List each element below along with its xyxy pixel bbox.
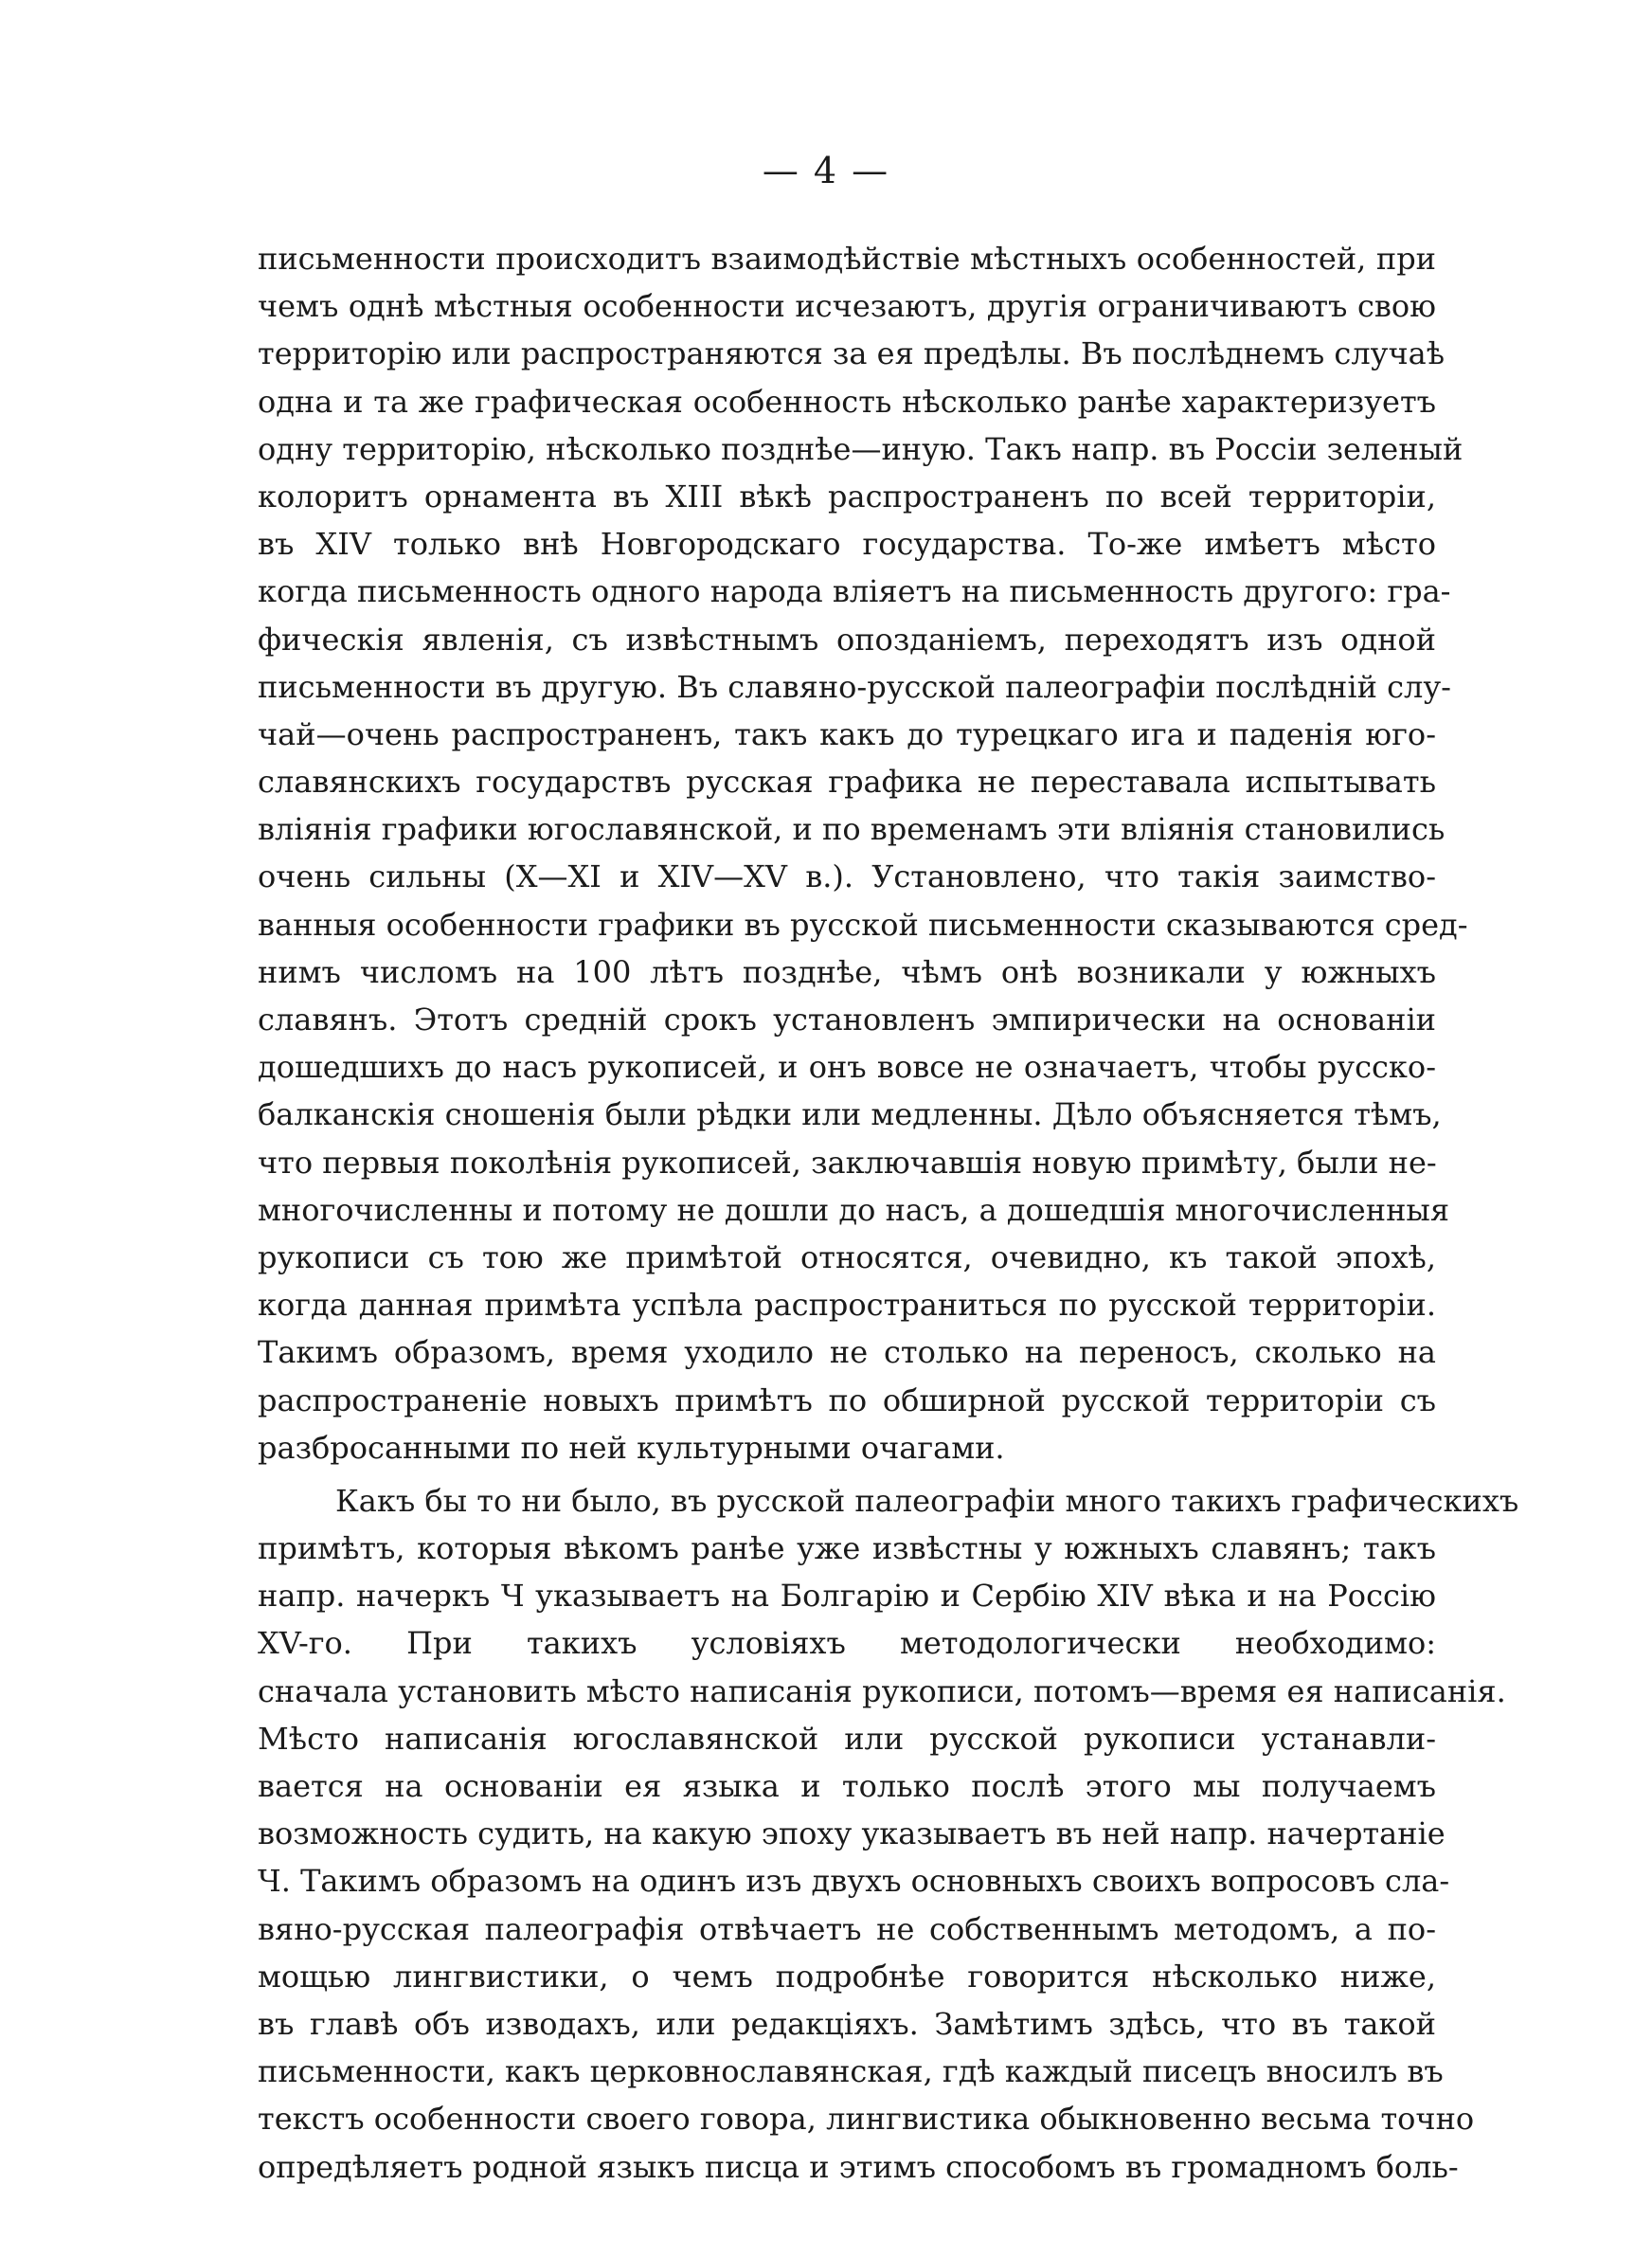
text-line: очень сильны (X—XI и XIV—XV в.). Установлено, что такія заимство- — [258, 858, 1436, 895]
text-line: балканскія сношенія были рѣдки или медленны. Дѣло объясняется тѣмъ, — [258, 1096, 1442, 1133]
text-line: письменности, какъ церковнославянская, гдѣ каждый писецъ вносилъ въ — [258, 2053, 1444, 2090]
text-line: сначала установить мѣсто написанія рукописи, потомъ—время ея написанія. — [258, 1672, 1506, 1709]
text-line: одну территорію, нѣсколько позднѣе—иную. Такъ напр. въ Россіи зеленый — [258, 430, 1463, 467]
text-line: распространеніе новыхъ примѣтъ по обширной русской территоріи съ — [258, 1381, 1436, 1418]
text-line: колоритъ орнамента въ XIII вѣкѣ распространенъ по всей территоріи, — [258, 478, 1436, 515]
text-line: разбросанными по ней культурными очагами. — [258, 1429, 1005, 1466]
text-line: Какъ бы то ни было, въ русской палеографіи много такихъ графическихъ — [335, 1482, 1519, 1519]
text-line: Мѣсто написанія югославянской или русской рукописи устанавли- — [258, 1720, 1436, 1757]
text-line: Ч. Такимъ образомъ на одинъ изъ двухъ основныхъ своихъ вопросовъ сла- — [258, 1863, 1450, 1900]
text-line: территорію или распространяются за ея предѣлы. Въ послѣднемъ случаѣ — [258, 335, 1445, 372]
text-line: вается на основаніи ея языка и только послѣ этого мы получаемъ — [258, 1768, 1436, 1804]
text-line: въ XIV только внѣ Новгородскаго государства. То-же имѣетъ мѣсто — [258, 526, 1436, 563]
text-line: чай—очень распространенъ, такъ какъ до турецкаго ига и паденія юго- — [258, 715, 1436, 752]
text-line: одна и та же графическая особенность нѣсколько ранѣе характеризуетъ — [258, 383, 1436, 420]
text-line: нимъ числомъ на 100 лѣтъ позднѣе, чѣмъ онѣ возникали у южныхъ — [258, 953, 1436, 990]
body-text — [258, 235, 1519, 2191]
text-line: напр. начеркъ Ч указываетъ на Болгарію и Сербію XIV вѣка и на Россію — [258, 1578, 1436, 1615]
paragraph-1 — [258, 235, 1468, 1472]
text-line: письменности происходитъ взаимодѣйствіе мѣстныхъ особенностей, при — [258, 241, 1436, 277]
text-line: въ главѣ объ изводахъ, или редакціяхъ. Замѣтимъ здѣсь, что въ такой — [258, 2005, 1436, 2042]
text-line: славянъ. Этотъ средній срокъ установленъ эмпирически на основаніи — [258, 1002, 1436, 1038]
text-line: мощью лингвистики, о чемъ подробнѣе говорится нѣсколько ниже, — [258, 1958, 1436, 1995]
text-line: чемъ однѣ мѣстныя особенности исчезаютъ, другія ограничиваютъ свою — [258, 288, 1436, 325]
text-line: многочисленны и потому не дошли до насъ, а дошедшія многочисленныя — [258, 1191, 1450, 1228]
text-line: возможность судить, на какую эпоху указываетъ въ ней напр. начертаніе — [258, 1815, 1446, 1852]
text-line: текстъ особенности своего говора, лингвистика обыкновенно весьма точно — [258, 2101, 1475, 2138]
text-line: что первыя поколѣнія рукописей, заключавшія новую примѣту, были не- — [258, 1144, 1437, 1181]
text-line: дошедшихъ до насъ рукописей, и онъ вовсе не означаетъ, чтобы русско- — [258, 1049, 1436, 1086]
paragraph-2 — [258, 1477, 1519, 2191]
text-line: славянскихъ государствъ русская графика не переставала испытывать — [258, 764, 1436, 801]
text-line: рукописи съ тою же примѣтой относятся, очевидно, къ такой эпохѣ, — [258, 1238, 1436, 1275]
text-line: опредѣляетъ родной языкъ писца и этимъ способомъ въ громадномъ боль- — [258, 2148, 1459, 2185]
text-line: вяно-русская палеографія отвѣчаетъ не собственнымъ методомъ, а по- — [258, 1910, 1436, 1947]
text-line: XV-го. При такихъ условіяхъ методологически необходимо: — [258, 1625, 1436, 1662]
text-line: когда письменность одного народа вліяетъ на письменность другого: гра- — [258, 573, 1451, 610]
page-number: — 4 — — [762, 150, 890, 191]
text-line: Такимъ образомъ, время уходило не столько на переносъ, сколько на — [258, 1334, 1436, 1371]
text-line: когда данная примѣта успѣла распространиться по русской территоріи. — [258, 1287, 1436, 1324]
text-line: фическія явленія, съ извѣстнымъ опозданіемъ, переходятъ изъ одной — [258, 621, 1436, 658]
text-line: письменности въ другую. Въ славяно-русской палеографіи послѣдній слу- — [258, 668, 1451, 705]
text-line: ванныя особенности графики въ русской письменности сказываются сред- — [258, 906, 1468, 943]
text-line: вліянія графики югославянской, и по временамъ эти вліянія становились — [258, 811, 1446, 848]
text-line: примѣтъ, которыя вѣкомъ ранѣе уже извѣстны у южныхъ славянъ; такъ — [258, 1530, 1436, 1567]
